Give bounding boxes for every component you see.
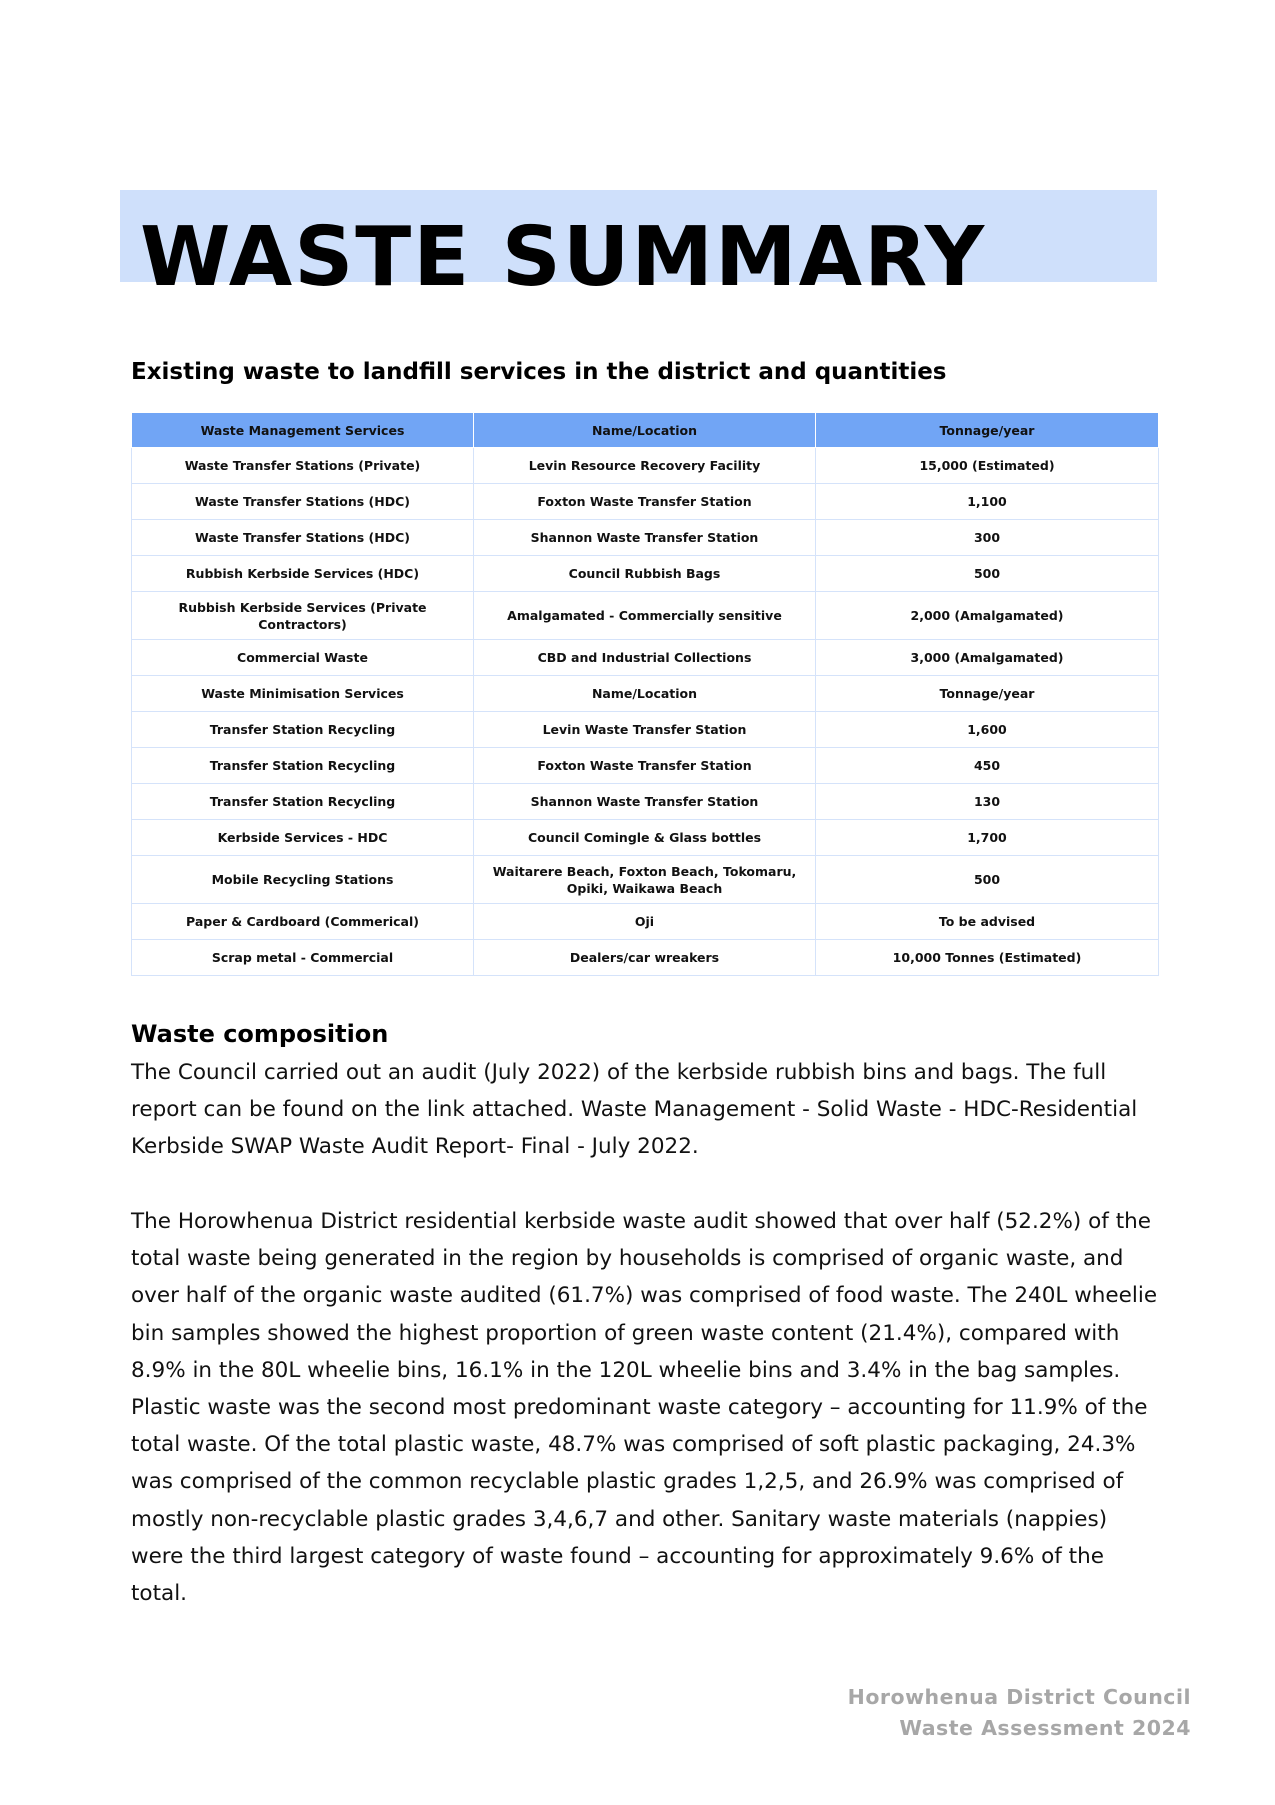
location-cell: Waitarere Beach, Foxton Beach, Tokomaru, Opiki, Waikawa Beach: [474, 856, 816, 904]
service-cell: Rubbish Kerbside Services (Private Contractors): [132, 592, 474, 640]
waste-composition-heading: Waste composition: [131, 1020, 389, 1048]
location-cell: Name/Location: [474, 676, 816, 712]
service-cell: Transfer Station Recycling: [132, 784, 474, 820]
table-row: [132, 640, 1159, 676]
tonnage-cell: 450: [816, 748, 1159, 784]
tonnage-cell: 130: [816, 784, 1159, 820]
location-cell: CBD and Industrial Collections: [474, 640, 816, 676]
footer-organisation: Horowhenua District Council: [847, 1685, 1191, 1709]
location-cell: Oji: [474, 904, 816, 940]
table-row: [132, 592, 1159, 640]
location-cell: Shannon Waste Transfer Station: [474, 520, 816, 556]
table-header-row: [132, 413, 1159, 448]
table-row: [132, 556, 1159, 592]
service-cell: Paper & Cardboard (Commerical): [132, 904, 474, 940]
service-cell: Waste Transfer Stations (HDC): [132, 484, 474, 520]
tonnage-cell: 1,100: [816, 484, 1159, 520]
service-cell: Waste Minimisation Services: [132, 676, 474, 712]
column-header-services: Waste Management Services: [132, 413, 474, 448]
tonnage-cell: 1,600: [816, 712, 1159, 748]
service-cell: Waste Transfer Stations (HDC): [132, 520, 474, 556]
tonnage-cell: 1,700: [816, 820, 1159, 856]
table-row: [132, 448, 1159, 484]
service-cell: Waste Transfer Stations (Private): [132, 448, 474, 484]
location-cell: Foxton Waste Transfer Station: [474, 748, 816, 784]
table-row: [132, 940, 1159, 976]
table-row: [132, 784, 1159, 820]
location-cell: Levin Resource Recovery Facility: [474, 448, 816, 484]
tonnage-cell: 500: [816, 856, 1159, 904]
table-row: [132, 748, 1159, 784]
tonnage-cell: 10,000 Tonnes (Estimated): [816, 940, 1159, 976]
table-row: [132, 820, 1159, 856]
tonnage-cell: Tonnage/year: [816, 676, 1159, 712]
location-cell: Amalgamated - Commercially sensitive: [474, 592, 816, 640]
service-cell: Rubbish Kerbside Services (HDC): [132, 556, 474, 592]
tonnage-cell: To be advised: [816, 904, 1159, 940]
table-subheader-row: [132, 676, 1159, 712]
column-header-tonnage: Tonnage/year: [816, 413, 1159, 448]
table-row: [132, 484, 1159, 520]
service-cell: Scrap metal - Commercial: [132, 940, 474, 976]
tonnage-cell: 500: [816, 556, 1159, 592]
service-cell: Mobile Recycling Stations: [132, 856, 474, 904]
location-cell: Foxton Waste Transfer Station: [474, 484, 816, 520]
table-row: [132, 856, 1159, 904]
location-cell: Council Rubbish Bags: [474, 556, 816, 592]
table-row: [132, 712, 1159, 748]
landfill-table-heading: Existing waste to landfill services in the district and quantities: [131, 359, 947, 385]
service-cell: Commercial Waste: [132, 640, 474, 676]
table-row: [132, 520, 1159, 556]
tonnage-cell: 300: [816, 520, 1159, 556]
tonnage-cell: 2,000 (Amalgamated): [816, 592, 1159, 640]
composition-paragraph-findings: The Horowhenua District residential kerbside waste audit showed that over half (52.2%) of the total waste being generated in the region by households is comprised of organic waste, and over half of the organic waste audited (61.7%) was comprised of food waste. The 240L wheelie bin samples showed the highest proportion of green waste content (21.4%), compared with 8.9% in the 80L wheelie bins, 16.1% in the 120L wheelie bins and 3.4% in the bag samples. Plastic waste was the second most predominant waste category – accounting for 11.9% of the total waste. Of the total plastic waste, 48.7% was comprised of soft plastic packaging, 24.3% was comprised of the common recyclable plastic grades 1,2,5, and 26.9% was comprised of mostly non-recyclable plastic grades 3,4,6,7 and other. Sanitary waste materials (nappies) were the third largest category of waste found – accounting for approximately 9.6% of the total.: [131, 1209, 1158, 1607]
page-title: WASTE SUMMARY: [140, 210, 987, 305]
location-cell: Dealers/car wreakers: [474, 940, 816, 976]
location-cell: Levin Waste Transfer Station: [474, 712, 816, 748]
location-cell: Shannon Waste Transfer Station: [474, 784, 816, 820]
page-footer: [848, 1682, 1191, 1744]
column-header-location: Name/Location: [474, 413, 816, 448]
location-cell: Council Comingle & Glass bottles: [474, 820, 816, 856]
tonnage-cell: 3,000 (Amalgamated): [816, 640, 1159, 676]
waste-services-table: [131, 412, 1159, 976]
service-cell: Kerbside Services - HDC: [132, 820, 474, 856]
footer-document: Waste Assessment 2024: [899, 1716, 1191, 1740]
composition-paragraph-audit: The Council carried out an audit (July 2022) of the kerbside rubbish bins and bags. The full report can be found on the link attached. Waste Management - Solid Waste - HDC-Residential Kerbside SWAP Waste Audit Report- Final - July 2022.: [131, 1060, 1138, 1160]
tonnage-cell: 15,000 (Estimated): [816, 448, 1159, 484]
service-cell: Transfer Station Recycling: [132, 748, 474, 784]
service-cell: Transfer Station Recycling: [132, 712, 474, 748]
table-row: [132, 904, 1159, 940]
